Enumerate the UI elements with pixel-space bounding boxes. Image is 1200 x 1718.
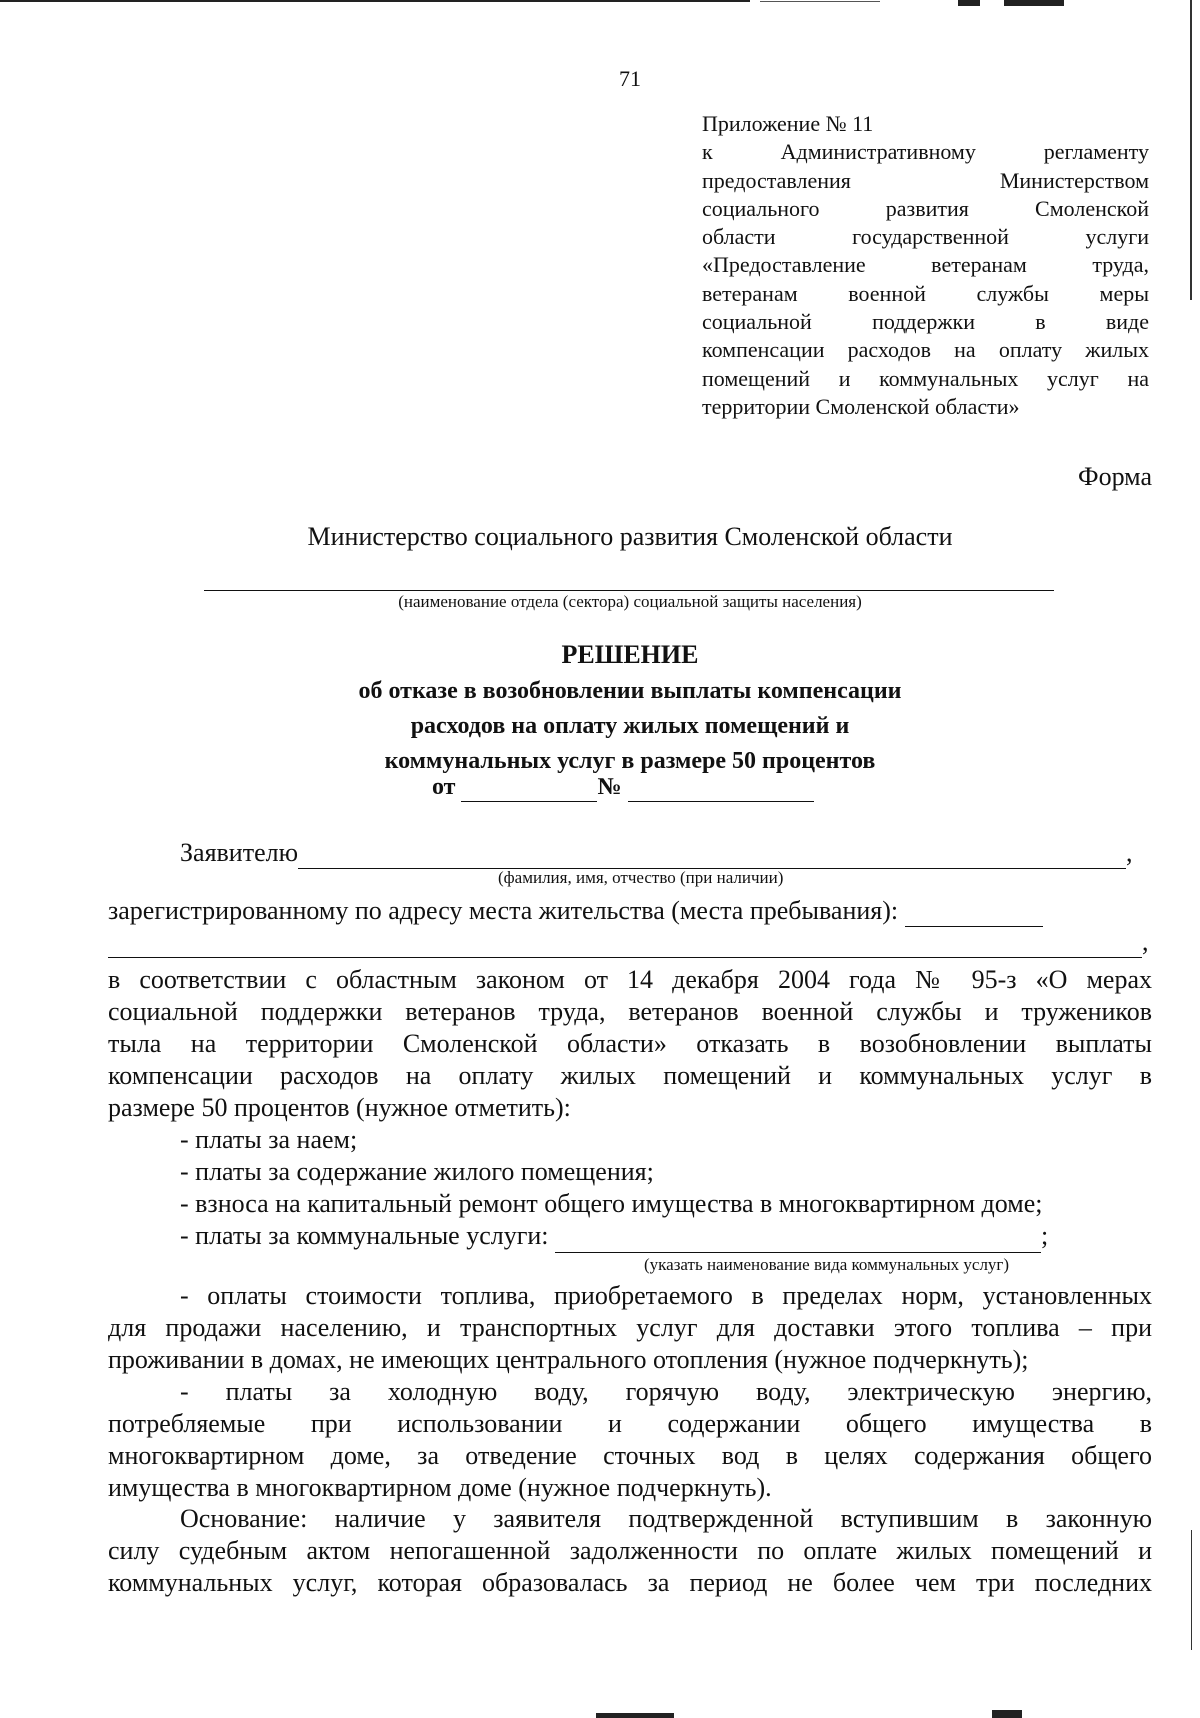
applicant-name-blank <box>298 838 1126 869</box>
number-blank <box>628 774 814 802</box>
appendix-line: ветеранам военной службы меры <box>702 280 1149 306</box>
appendix-line: помещений и коммунальных услуг на <box>702 365 1149 391</box>
list-item: - платы за наем; <box>180 1125 358 1154</box>
scan-edge-right <box>1191 1530 1192 1650</box>
address-blank <box>905 896 1043 927</box>
appendix-line: социальной поддержки в виде <box>702 309 1149 335</box>
subtitle-line: коммунальных услуг в размере 50 процентов <box>384 748 876 774</box>
number-label: № <box>597 774 622 800</box>
paragraph-line: потребляемые при использовании и содержании общего имущества в <box>108 1409 1152 1438</box>
paragraph-line: размере 50 процентов (нужное отметить): <box>108 1093 571 1122</box>
appendix-line: области государственной услуги <box>702 224 1149 250</box>
appendix-line: территории Смоленской области» <box>702 393 1020 419</box>
subtitle-line: расходов на оплату жилых помещений и <box>410 713 850 739</box>
paragraph-line: проживании в домах, не имеющих центрального отопления (нужное подчеркнуть); <box>108 1345 1029 1374</box>
paragraph-line: компенсации расходов на оплату жилых помещений и коммунальных услуг в <box>108 1061 1152 1090</box>
address-continuation-row <box>108 927 1152 958</box>
date-blank <box>461 774 597 802</box>
decision-paragraph <box>108 964 1152 1124</box>
appendix-line: «Предоставление ветеранам труда, <box>702 252 1149 278</box>
list-item-utilities: - платы за коммунальные услуги: ; <box>180 1220 1152 1253</box>
appendix-line: к Административному регламенту <box>702 139 1149 165</box>
address-blank-2 <box>108 927 1142 958</box>
fuel-paragraph <box>108 1280 1152 1376</box>
paragraph-line: - оплаты стоимости топлива, приобретаемого в пределах норм, установленных <box>180 1281 1152 1310</box>
document-title: РЕШЕНИЕ <box>561 640 699 669</box>
department-blank-line <box>204 590 1054 591</box>
utility-blank <box>555 1220 1041 1253</box>
applicant-row <box>180 838 1150 869</box>
scan-edge-top <box>0 0 750 2</box>
fio-caption: (фамилия, имя, отчество (при наличии) <box>498 868 784 887</box>
scan-edge-top <box>760 1 880 2</box>
form-label: Форма <box>1078 462 1152 491</box>
comma: , <box>1126 838 1133 867</box>
scan-edge-right <box>1190 0 1192 300</box>
water-paragraph <box>108 1376 1152 1504</box>
payment-items-list <box>180 1124 1152 1253</box>
scan-edge-bottom <box>596 1713 674 1718</box>
list-item: - взноса на капитальный ремонт общего имущества в многоквартирном доме; <box>180 1189 1043 1218</box>
date-label: от <box>432 774 456 800</box>
appendix-line: Приложение № 11 <box>702 111 874 136</box>
document-subtitle <box>0 674 1200 779</box>
paragraph-line: Основание: наличие у заявителя подтвержденной вступившим в законную <box>180 1504 1152 1533</box>
paragraph-line: многоквартирном доме, за отведение сточных вод в целях содержания общего <box>108 1441 1152 1470</box>
paragraph-line: коммунальных услуг, которая образовалась за период не более чем три последних <box>108 1568 1152 1597</box>
scan-edge-top <box>958 0 980 6</box>
appendix-line: социального развития Смоленской <box>702 195 1149 221</box>
paragraph-line: - платы за холодную воду, горячую воду, электрическую энергию, <box>180 1377 1152 1406</box>
paragraph-line: социальной поддержки ветеранов труда, ветеранов военной службы и тружеников <box>108 997 1152 1026</box>
paragraph-line: в соответствии с областным законом от 14 декабря 2004 года № 95-з «О мерах <box>108 965 1152 994</box>
semicolon: ; <box>1041 1221 1049 1250</box>
scan-edge-top <box>1004 0 1064 6</box>
date-number-row <box>432 774 814 802</box>
paragraph-line: тыла на территории Смоленской области» отказать в возобновлении выплаты <box>108 1029 1152 1058</box>
department-caption: (наименование отдела (сектора) социальной защиты населения) <box>398 592 862 611</box>
scan-edge-bottom <box>992 1710 1022 1718</box>
paragraph-line: силу судебным актом непогашенной задолженности по оплате жилых помещений и <box>108 1536 1152 1565</box>
utility-caption: (указать наименование вида коммунальных услуг) <box>644 1255 1010 1274</box>
appendix-line: предоставления Министерством <box>702 167 1149 193</box>
list-item: - платы за содержание жилого помещения; <box>180 1157 654 1186</box>
subtitle-line: об отказе в возобновлении выплаты компенсации <box>358 678 902 704</box>
applicant-label: Заявителю <box>180 838 299 867</box>
address-row <box>108 896 1152 927</box>
appendix-block <box>702 110 1149 421</box>
comma: , <box>1142 927 1149 956</box>
paragraph-line: имущества в многоквартирном доме (нужное подчеркнуть). <box>108 1473 772 1502</box>
appendix-line: компенсации расходов на оплату жилых <box>702 337 1149 363</box>
basis-paragraph <box>108 1503 1152 1599</box>
ministry-name: Министерство социального развития Смоленской области <box>307 522 953 551</box>
page-number: 71 <box>619 66 641 91</box>
address-label: зарегистрированному по адресу места жительства (места пребывания): <box>108 896 899 925</box>
paragraph-line: для продажи населению, и транспортных услуг для доставки этого топлива – при <box>108 1313 1152 1342</box>
